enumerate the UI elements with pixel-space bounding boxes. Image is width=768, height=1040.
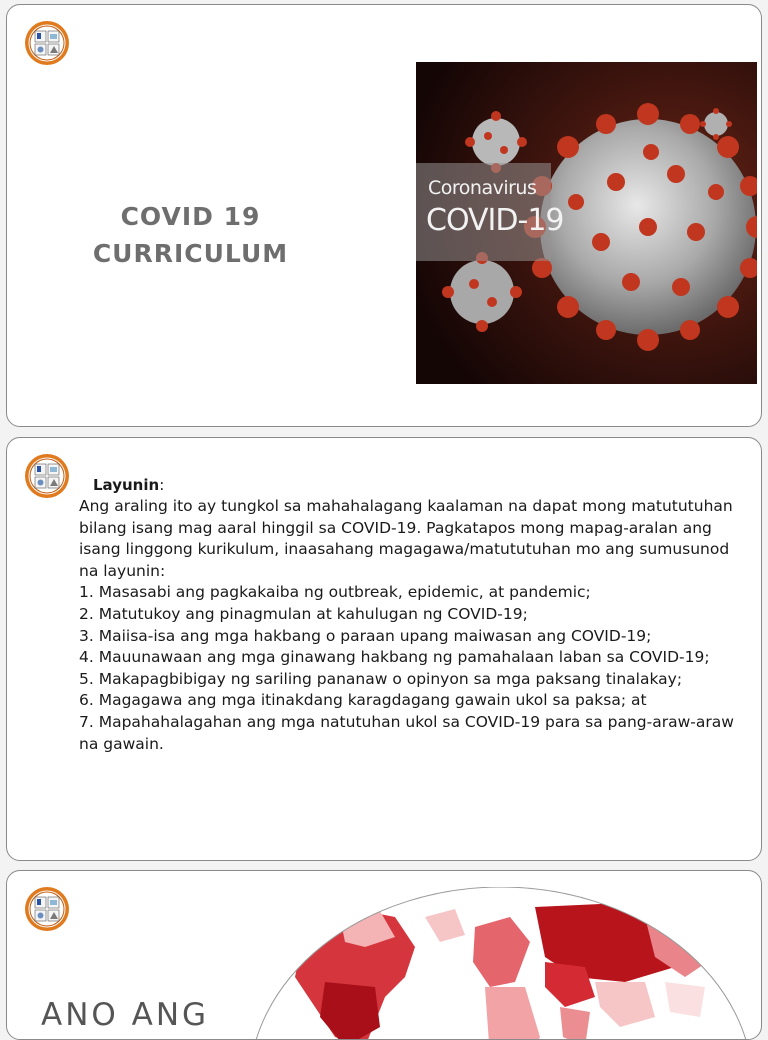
slide-objectives <box>6 437 762 861</box>
objectives-intro: Ang araling ito ay tungkol sa mahahalagang kaalaman na dapat mong matututuhan bilang isang mag aaral hinggil sa COVID-19. Pagkatapos mong mapag-aralan ang isang linggong kurikulum, inaasahang magagawa/matututuhan mo ang sumusunod na layunin: <box>79 497 733 580</box>
objectives-heading: Layunin: <box>93 476 165 494</box>
title-line-1: COVID 19 <box>120 202 261 231</box>
objective-item: 2. Matutukoy ang pinagmulan at kahulugan ng COVID-19; <box>79 604 528 623</box>
school-seal-logo <box>24 20 70 66</box>
slide-cover <box>6 4 762 427</box>
page-title <box>77 198 304 272</box>
objective-item: 7. Mapahahalagahan ang mga natutuhan ukol sa COVID-19 para sa pang-araw-araw na gawain. <box>79 712 734 753</box>
objective-item: 4. Mauunawaan ang mga ginawang hakbang ng pamahalaan laban sa COVID-19; <box>79 648 710 667</box>
objective-item: 6. Magagawa ang mga itinakdang karagdagang gawain ukol sa paksa; at <box>79 691 647 710</box>
objectives-body <box>79 474 739 755</box>
image-caption-line-1: Coronavirus <box>428 177 537 199</box>
school-seal-logo <box>24 453 70 499</box>
image-caption-box <box>416 163 564 261</box>
objective-item: 1. Masasabi ang pagkakaiba ng outbreak, epidemic, at pandemic; <box>79 583 591 602</box>
world-map-image <box>245 887 757 1040</box>
school-seal-logo <box>24 886 70 932</box>
objective-item: 5. Makapagbibigay ng sariling pananaw o opinyon sa mga paksang tinalakay; <box>79 669 683 688</box>
image-caption-line-2: COVID-19 <box>426 203 564 238</box>
objective-item: 3. Maiisa-isa ang mga hakbang o paraan upang maiwasan ang COVID-19; <box>79 626 652 645</box>
section-title: ANO ANG <box>41 997 210 1033</box>
slide-what-is <box>6 870 762 1040</box>
title-line-2: CURRICULUM <box>92 239 289 268</box>
